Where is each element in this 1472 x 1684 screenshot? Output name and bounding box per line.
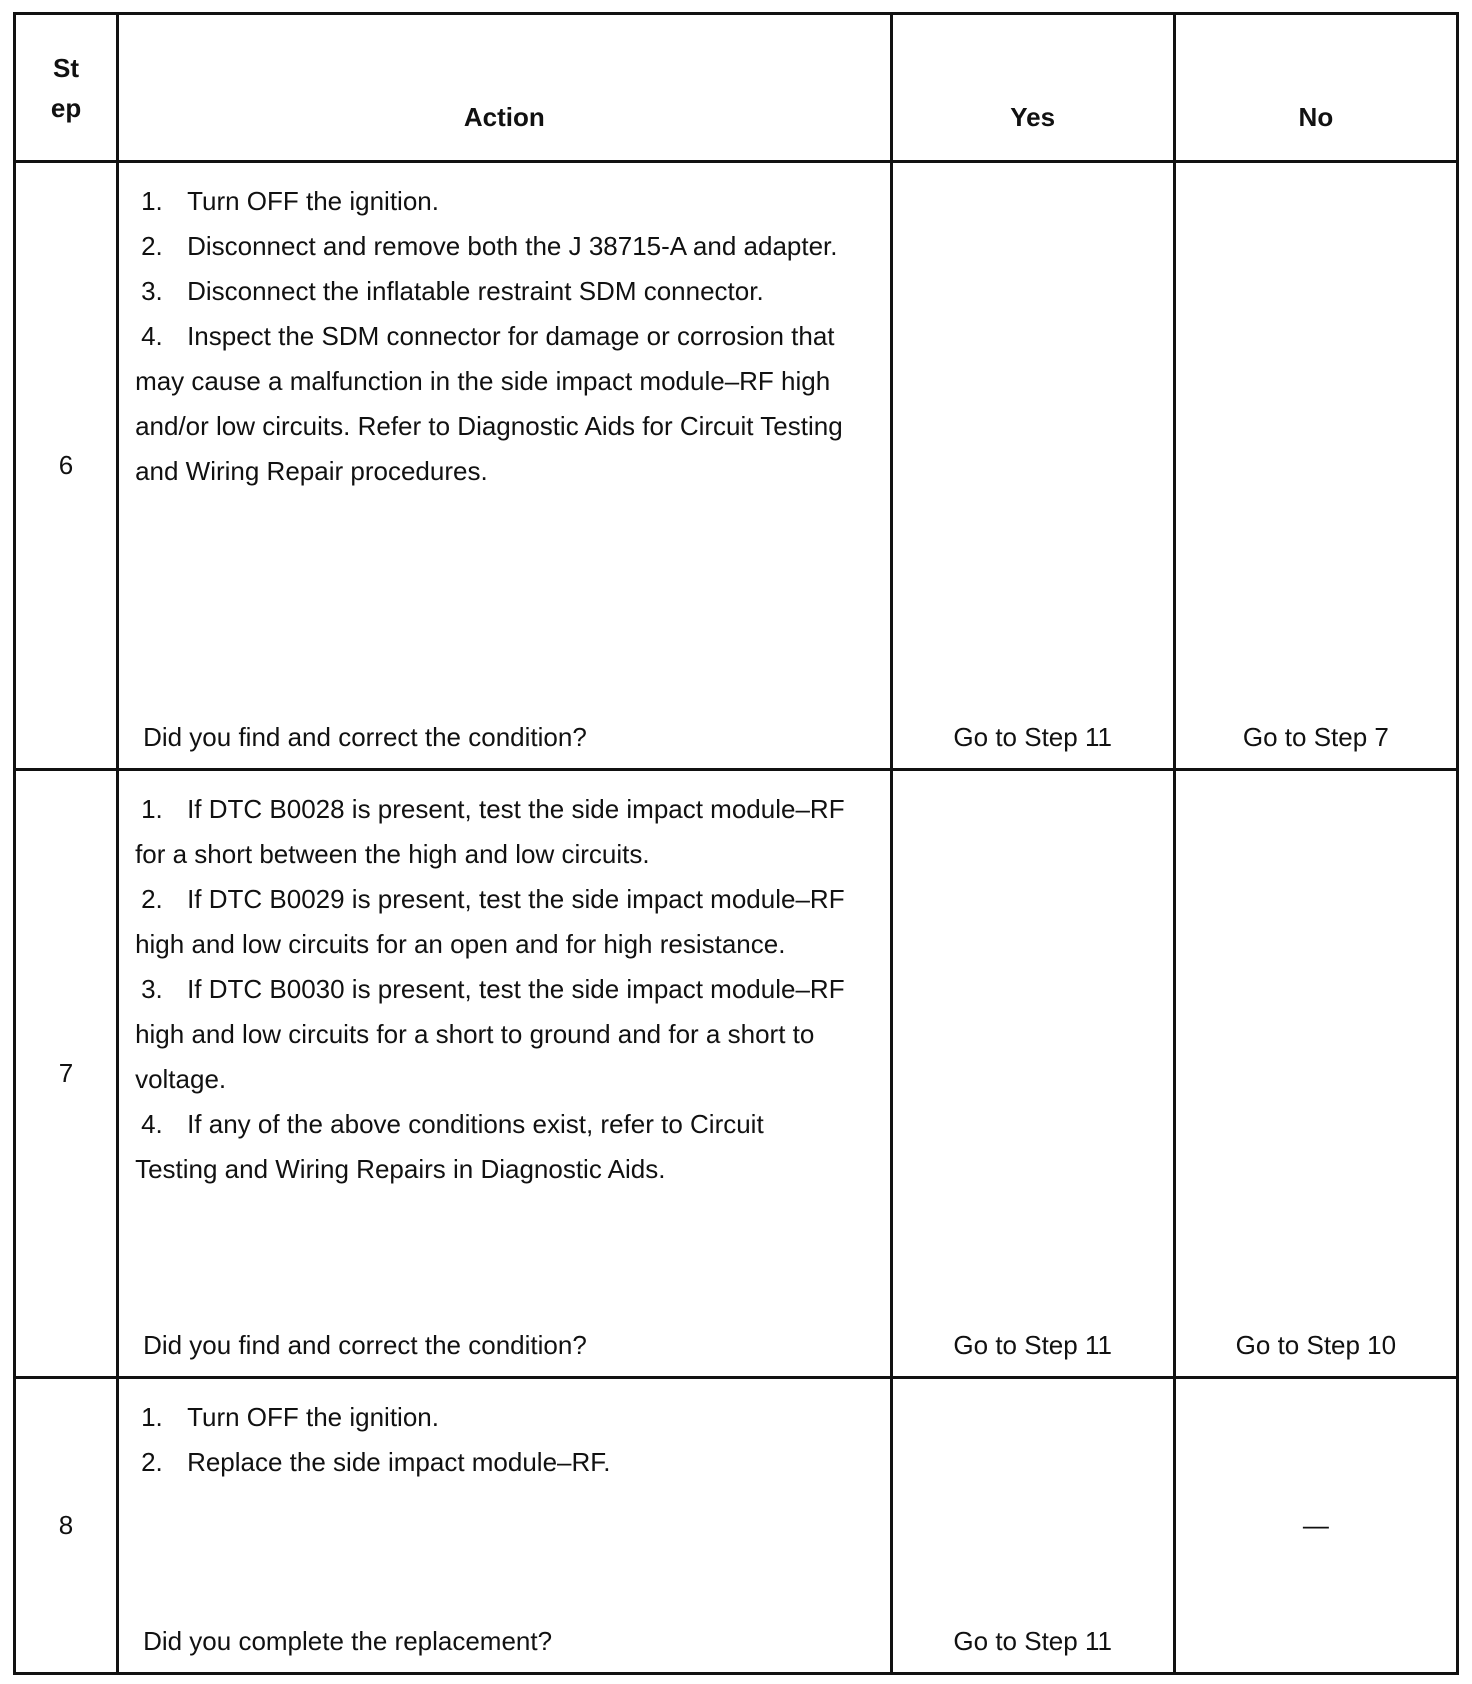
action-item-number: 1. <box>141 794 163 824</box>
action-item-text: If any of the above conditions exist, refer to Circuit Testing and Wiring Repairs in Diagnostic Aids. <box>135 1109 764 1184</box>
no-cell <box>1174 162 1457 770</box>
action-list <box>135 179 850 494</box>
action-item-text: Inspect the SDM connector for damage or corrosion that may cause a malfunction in the side impact module–RF high and/or low circuits. Refer to Diagnostic Aids for Circuit Testing and Wiring Repair procedures. <box>135 321 843 486</box>
action-item-number: 1. <box>141 186 163 216</box>
action-cell <box>118 162 892 770</box>
action-item-number: 2. <box>141 1447 163 1477</box>
action-item-number: 4. <box>141 1109 163 1139</box>
action-item-text: Disconnect and remove both the J 38715-A and adapter. <box>187 231 838 261</box>
action-item <box>135 314 850 494</box>
action-question: Did you find and correct the condition? <box>143 1330 587 1360</box>
no-cell <box>1174 1378 1457 1674</box>
action-item-number: 2. <box>141 231 163 261</box>
table-row <box>15 770 1458 1378</box>
action-item <box>135 224 850 269</box>
action-item-text: If DTC B0030 is present, test the side impact module–RF high and low circuits for a short to ground and for a short to voltage. <box>135 974 845 1094</box>
action-item-text: Turn OFF the ignition. <box>187 1402 439 1432</box>
action-item <box>135 1102 850 1192</box>
no-cell <box>1174 770 1457 1378</box>
header-no: No <box>1174 14 1457 162</box>
action-item <box>135 1440 850 1485</box>
table-row <box>15 1378 1458 1674</box>
step-number: 7 <box>15 770 118 1378</box>
action-item-number: 1. <box>141 1402 163 1432</box>
yes-result: Go to Step 11 <box>953 722 1112 752</box>
header-step-line1: St <box>53 52 80 83</box>
no-result: Go to Step 10 <box>1235 1330 1397 1360</box>
table-row <box>15 162 1458 770</box>
diagnostic-table <box>13 12 1459 1675</box>
action-item <box>135 787 850 877</box>
action-item <box>135 179 850 224</box>
yes-cell <box>891 162 1174 770</box>
action-item <box>135 1395 850 1440</box>
action-item-text: Replace the side impact module–RF. <box>187 1447 611 1477</box>
action-question: Did you complete the replacement? <box>143 1626 553 1656</box>
action-cell <box>118 770 892 1378</box>
action-cell <box>118 1378 892 1674</box>
action-list <box>135 1395 850 1485</box>
header-step-line2: ep <box>50 92 82 123</box>
yes-cell <box>891 1378 1174 1674</box>
action-item-number: 2. <box>141 884 163 914</box>
header-step <box>15 14 118 162</box>
step-number: 6 <box>15 162 118 770</box>
action-item-number: 3. <box>141 276 163 306</box>
action-item-text: Turn OFF the ignition. <box>187 186 439 216</box>
no-result: Go to Step 7 <box>1242 722 1389 752</box>
action-item-number: 3. <box>141 974 163 1004</box>
action-item-text: If DTC B0029 is present, test the side impact module–RF high and low circuits for an open and for high resistance. <box>135 884 845 959</box>
header-action: Action <box>118 14 892 162</box>
yes-cell <box>891 770 1174 1378</box>
action-item <box>135 269 850 314</box>
action-item <box>135 877 850 967</box>
yes-result: Go to Step 11 <box>953 1626 1112 1656</box>
action-question: Did you find and correct the condition? <box>143 722 587 752</box>
action-item-text: If DTC B0028 is present, test the side impact module–RF for a short between the high and low circuits. <box>135 794 845 869</box>
step-number: 8 <box>15 1378 118 1674</box>
table-header-row <box>15 14 1458 162</box>
action-item <box>135 967 850 1102</box>
header-yes: Yes <box>891 14 1174 162</box>
no-result: — <box>1302 1510 1329 1540</box>
action-item-number: 4. <box>141 321 163 351</box>
yes-result: Go to Step 11 <box>953 1330 1112 1360</box>
action-list <box>135 787 850 1192</box>
action-item-text: Disconnect the inflatable restraint SDM connector. <box>187 276 764 306</box>
